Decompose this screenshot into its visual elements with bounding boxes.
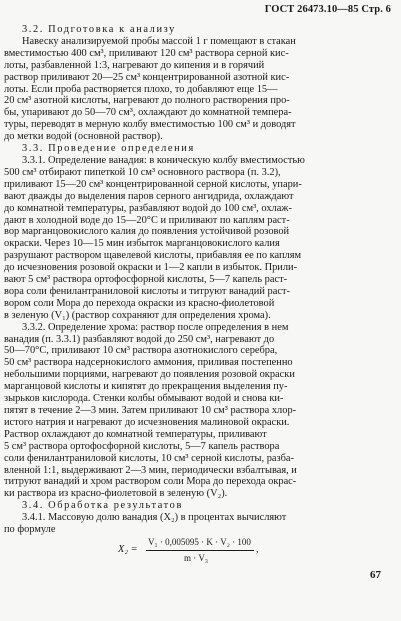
text-line: ки раствора из красно-фиолетовой в зеленую (V₂). <box>4 488 228 500</box>
text-line: лоты, разбавленной 1:3, нагревают до кипения и в горячий <box>4 59 265 71</box>
text-line: до комнатной температуры, разбавляют водой до 100 см³, охлаж- <box>4 202 292 214</box>
text-line: пятят в течение 2—3 мин. Затем приливают 10 см³ раствора хлор- <box>4 405 297 416</box>
formula-comma: , <box>256 544 259 555</box>
text-line: 3.4. Обработка результатов <box>22 500 183 512</box>
text-line: ванадия (п. 3.3.1) разбавляют водой до 250 см³, нагревают до <box>4 333 275 345</box>
text-line: приливают 15—20 см³ концентрированной серной кислоты, упари- <box>4 178 302 190</box>
document-body <box>0 24 401 536</box>
text-line: вором соли Мора до перехода окраски из красно-фиолетовой <box>4 297 275 309</box>
text-line: разрушают раствором щавелевой кислоты, прибавляя ее по каплям <box>4 250 302 262</box>
formula-numerator: V₁ · 0,005095 · K · V₂ · 100 <box>148 537 251 547</box>
text-line: раствор приливают 20—25 см³ концентрированной азотной кис- <box>4 71 290 83</box>
text-line: вают дважды до выделения паров серного ангидрида, охлаждают <box>4 190 294 202</box>
text-line: марганцовой кислоты и кипятят до прекращения выделения пу- <box>4 381 288 393</box>
text-line: 5 см³ раствора ортофосфорной кислоты, 5—7 капель раствора <box>4 440 280 452</box>
formula-denominator: m · V₃ <box>184 553 208 563</box>
text-line: туры, переводят в мерную колбу вместимостью 100 см³ и доводят <box>4 119 296 131</box>
formula-fraction-bar <box>146 550 254 551</box>
text-line: небольшими порциями, нагревают до появления розовой окраски <box>4 369 295 381</box>
text-line: в зеленую (V₁) (раствор сохраняют для определения хрома). <box>4 309 271 321</box>
text-line: соли фенилантраниловой кислоты, 10 см³ серной кислоты, разба- <box>4 452 294 464</box>
text-line: окраски. Через 10—15 мин избыток марганцовокислого калия <box>4 238 280 250</box>
text-line: Навеску анализируемой пробы массой 1 г помещают в стакан <box>22 35 296 47</box>
text-line: дают в холодной воде до 15—20°С и приливают по каплям раст- <box>4 214 290 226</box>
text-line: вленной 1:1, выдерживают 2—3 мин, периодически взбалтывая, и <box>4 464 297 476</box>
text-line: вор марганцовокислого калия до появления устойчивой розовой <box>4 226 290 238</box>
text-line: 3.2. Подготовка к анализу <box>22 24 176 35</box>
text-line: лоты. Если проба растворяется плохо, то добавляют еще 15— <box>4 83 278 95</box>
text-line: 500 см³ отбирают пипеткой 10 см³ основного раствора (п. 3.2), <box>4 166 281 178</box>
formula-lhs: X₂ = <box>118 544 138 555</box>
text-line: до метки водой (основной раствор). <box>4 131 163 143</box>
page-number: 67 <box>370 569 381 581</box>
text-line: вора соли фенилантраниловой кислоты и титруют ванадий раст- <box>4 285 290 297</box>
text-line: 3.4.1. Массовую долю ванадия (X₂) в процентах вычисляют <box>22 512 287 524</box>
page-header: ГОСТ 26473.10—85 Стр. 6 <box>264 4 391 15</box>
text-line: бы, упаривают до 50—70 см³, охлаждают до комнатной темпера- <box>4 107 292 119</box>
text-line: по формуле <box>4 524 56 536</box>
text-line: зырьков кислорода. Стенки колбы обмывают водой и снова ки- <box>4 393 284 405</box>
text-line: 50—70°С, приливают 10 см³ раствора азотнокислого серебра, <box>4 345 278 357</box>
text-line: до исчезновения розовой окраски и 1—2 капли в избыток. Прили- <box>4 262 298 274</box>
text-line: 50 см³ раствора надсернокислого аммония, приливая постепенно <box>4 357 293 369</box>
text-line: 3.3.2. Определение хрома: раствор после определения в нем <box>22 321 289 333</box>
text-line: вместимостью 400 см³, приливают 120 см³ раствора серной кис- <box>4 47 289 59</box>
text-line: вают 5 см³ раствора ортофосфорной кислоты, 5—7 капель раст- <box>4 274 288 286</box>
text-line: истого натрия и нагревают до исчезновения малиновой окраски. <box>4 416 290 428</box>
text-line: титруют ванадий и хром раствором соли Мора до перехода окрас- <box>4 476 297 488</box>
text-line: 3.3. Проведение определения <box>22 143 195 155</box>
text-line: 20 см³ азотной кислоты, нагревают до полного растворения про- <box>4 95 290 107</box>
text-line: Раствор охлаждают до комнатной температуры, приливают <box>4 428 267 440</box>
text-line: 3.3.1. Определение ванадия: в коническую колбу вместимостью <box>22 154 305 166</box>
